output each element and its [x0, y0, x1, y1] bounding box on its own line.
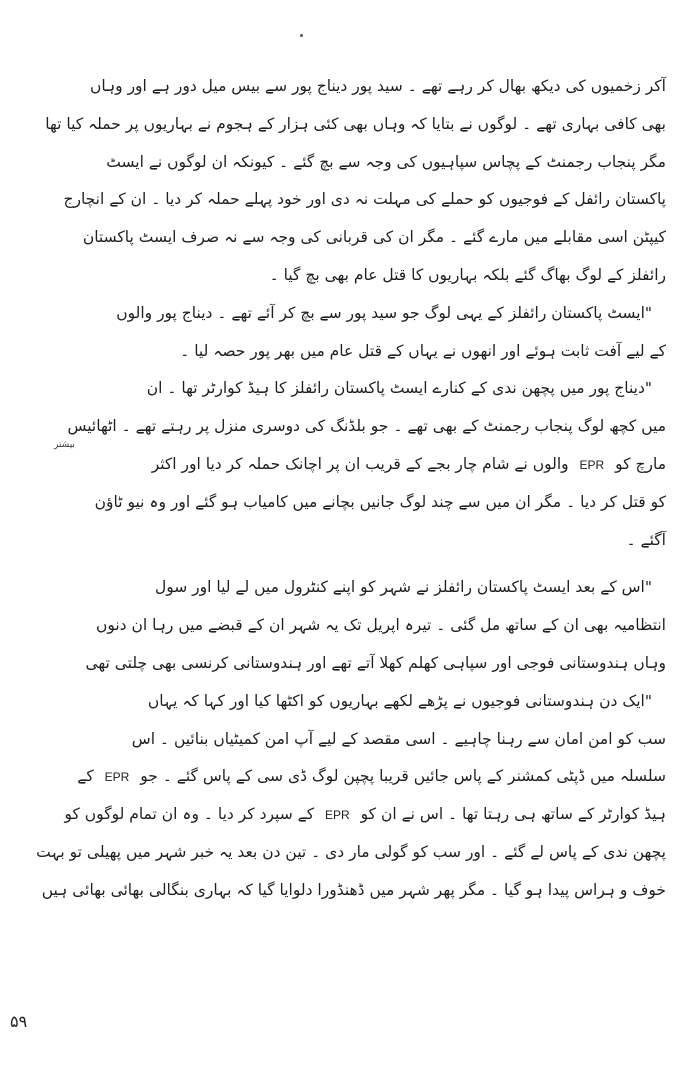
text-line: رائفلز کے لوگ بھاگ گئے بلکہ بہاریوں کا قتل عام بھی بچ گیا ۔ — [269, 265, 666, 284]
epr-abbreviation: EPR — [104, 770, 130, 785]
text-line: وہاں ہندوستانی فوجی اور سپاہی کھلم کھلا آتے تھے اور ہندوستانی کرنسی بھی چلتی تھی — [85, 653, 666, 672]
text-line: کیپٹن اسی مقابلے میں مارے گئے ۔ مگر ان کی قربانی کی وجہ سے نہ صرف ایسٹ پاکستان — [82, 228, 666, 247]
urdu-text-body — [26, 68, 666, 910]
page-number: ۵۹ — [10, 1012, 28, 1031]
epr-abbreviation: EPR — [325, 808, 350, 823]
text-line: "ایسٹ پاکستان رائفلز کے یہی لوگ جو سید پور سے بچ کر آئے تھے ۔ دیناج پور والوں — [116, 303, 652, 322]
text-line: انتظامیہ بھی ان کے ساتھ مل گئی ۔ تیرہ اپریل تک یہ شہر ان کے قبضے میں رہا ان دنوں — [95, 616, 666, 635]
text-line: "اس کے بعد ایسٹ پاکستان رائفلز نے شہر کو اپنے کنٹرول میں لے لیا اور سول — [154, 578, 652, 597]
text-line: پاکستان رائفل کے فوجیوں کو حملے کی مہلت نہ دی اور خود پہلے حملہ کر دیا ۔ ان کے انچارج — [63, 190, 666, 209]
text-line: میں کچھ لوگ پنجاب رجمنٹ کے بھی تھے ۔ جو بلڈنگ کی دوسری منزل پر رہتے تھے ۔ اٹھائیس — [67, 417, 666, 436]
text-line: آکر زخمیوں کی دیکھ بھال کر رہے تھے ۔ سید پور دیناج پور سے بیس میل دور ہے اور وہاں — [89, 77, 666, 95]
epr-abbreviation: EPR — [579, 457, 605, 472]
text-line: مگر پنجاب رجمنٹ کے پچاس سپاہیوں کی وجہ سے بچ گئے ۔ کیونکہ ان لوگوں نے ایسٹ — [106, 152, 666, 171]
text-line-with-tag: سلسلہ میں ڈپٹی کمشنر کے پاس جائیں قریبا پچپن لوگ ڈی سی کے پاس گئے ۔ جو EPR کے — [77, 767, 666, 786]
text-line: بھی کافی بہاری تھے ۔ لوگوں نے بتایا کہ وہاں بھی کئی ہزار کے ہجوم نے بہاریوں پر حملہ کیا تھا — [45, 114, 666, 133]
text-line: کو قتل کر دیا ۔ مگر ان میں سے چند لوگ جانیں بچانے میں کامیاب ہو گئے اور وہ نیو ٹاؤن — [94, 492, 666, 511]
text-line: پچھن ندی کے پاس لے گئے ۔ اور سب کو گولی مار دی ۔ تین دن بعد یہ خبر شہر میں پھیلی تو بہت — [36, 842, 666, 861]
ink-dot — [300, 34, 303, 37]
superscript-note: بیشتر — [54, 439, 75, 450]
text-line: آگئے ۔ — [626, 530, 666, 549]
text-line: "دیناج پور میں پچھن ندی کے کنارے ایسٹ پاکستان رائفلز کا ہیڈ کوارٹر تھا ۔ ان — [146, 379, 652, 398]
text-line-with-tag: ہیڈ کوارٹر کے ساتھ ہی رہتا تھا ۔ اس نے ان کو EPR کے سپرد کر دیا ۔ وہ ان تمام لوگوں کو — [64, 805, 666, 824]
text-line: کے لیے آفت ثابت ہوئے اور انھوں نے یہاں کے قتل عام میں بھر پور حصہ لیا ۔ — [180, 341, 666, 360]
text-line-with-tag: بیشتر مارچ کو EPR والوں نے شام چار بجے کے قریب ان پر اچانک حملہ کر دیا اور اکثر — [54, 439, 666, 473]
text-line: خوف و ہراس پیدا ہو گیا ۔ مگر پھر شہر میں ڈھنڈورا دلوایا گیا کہ بہاری بنگالی بھائی بھائی ہیں — [41, 880, 666, 899]
text-line: سب کو امن امان سے رہنا چاہیے ۔ اسی مقصد کے لیے آپ امن کمیٹیاں بنائیں ۔ اس — [131, 729, 666, 748]
text-line: "ایک دن ہندوستانی فوجیوں نے پڑھے لکھے بہاریوں کو اکٹھا کیا اور کہا کہ یہاں — [147, 691, 652, 710]
